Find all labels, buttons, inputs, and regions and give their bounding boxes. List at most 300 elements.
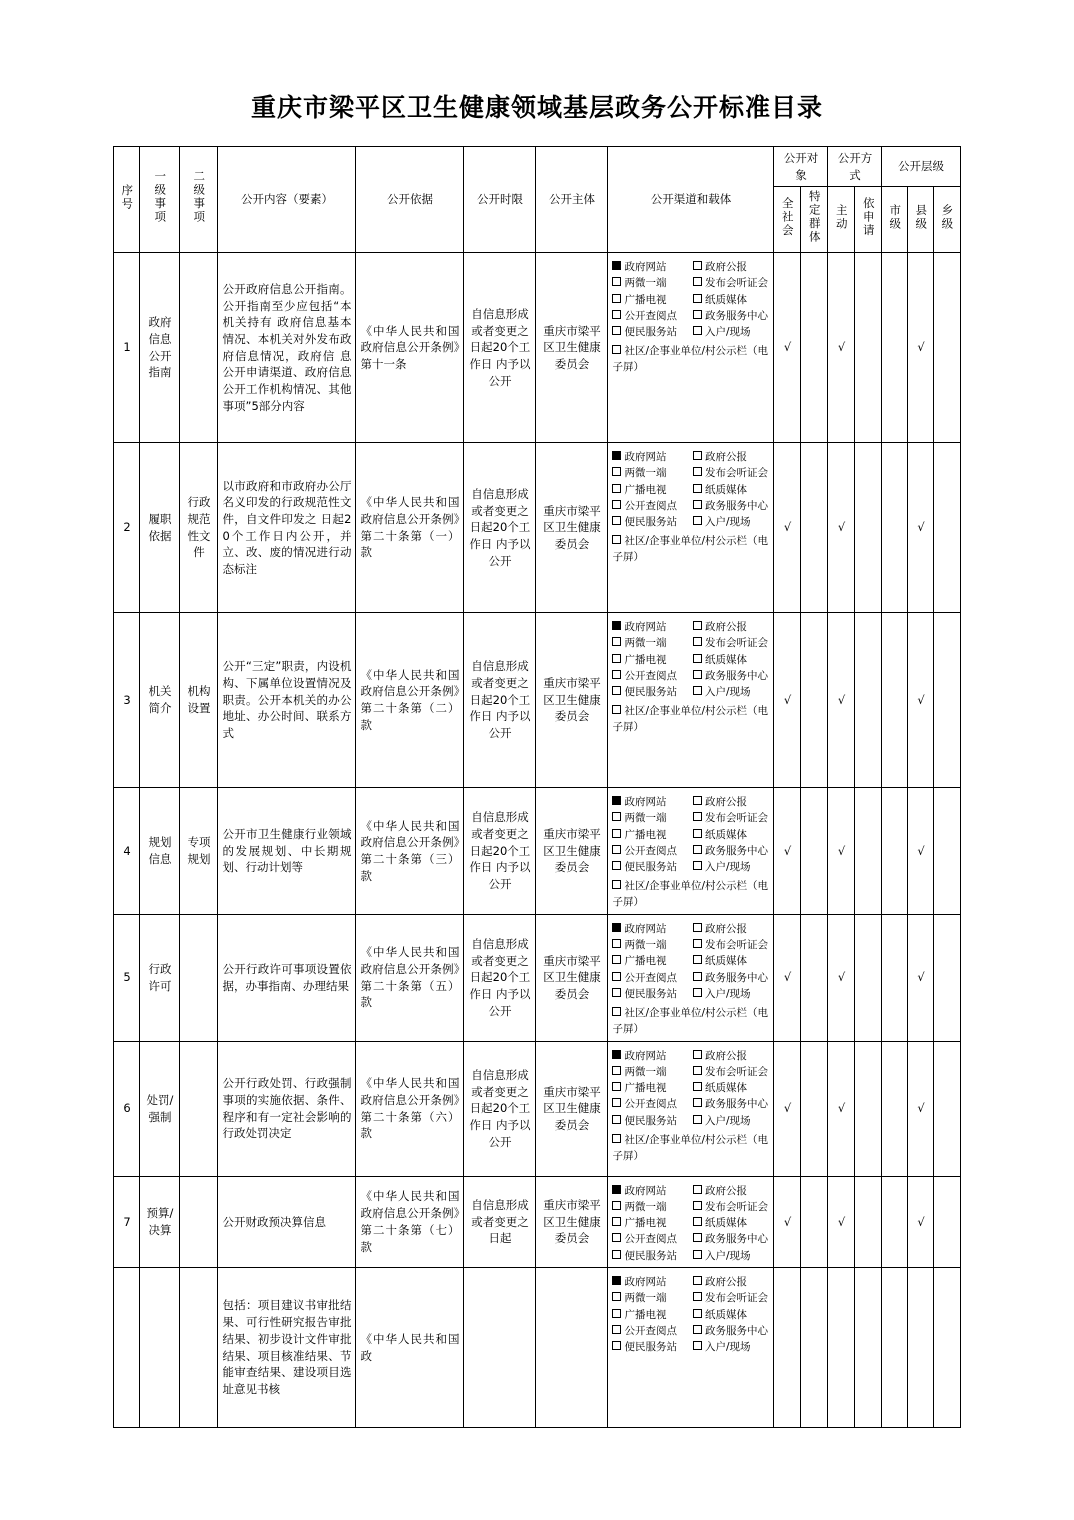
checkbox-icon[interactable] bbox=[612, 1217, 621, 1226]
checkbox-icon[interactable] bbox=[612, 1309, 621, 1318]
checkbox-icon[interactable] bbox=[612, 972, 621, 981]
checkbox-icon[interactable] bbox=[612, 923, 621, 932]
row-deadline bbox=[464, 1041, 536, 1176]
checkbox-icon[interactable] bbox=[693, 1115, 702, 1124]
row-channel bbox=[608, 253, 774, 443]
channel-option-入户/现场[interactable] bbox=[693, 684, 770, 700]
row-basis bbox=[356, 443, 464, 613]
channel-option-发布会听证会[interactable] bbox=[693, 275, 770, 291]
channel-option-广播电视[interactable] bbox=[612, 1215, 689, 1231]
checkbox-icon[interactable] bbox=[612, 845, 621, 854]
checkbox-icon[interactable] bbox=[612, 812, 621, 821]
checkbox-icon[interactable] bbox=[612, 621, 621, 630]
checkbox-icon[interactable] bbox=[693, 451, 702, 460]
channel-option-两微一端[interactable] bbox=[612, 810, 689, 826]
channel-option-两微一端[interactable] bbox=[612, 1199, 689, 1215]
channel-option-公开查阅点[interactable] bbox=[612, 308, 689, 324]
row-seq-text: 6 bbox=[123, 1101, 131, 1116]
row-level1 bbox=[140, 1041, 180, 1176]
row-seq bbox=[114, 443, 140, 613]
checkbox-icon[interactable] bbox=[693, 637, 702, 646]
checkbox-icon[interactable] bbox=[693, 1233, 702, 1242]
row-method-apply bbox=[855, 613, 882, 788]
channel-option-入户/现场[interactable] bbox=[693, 514, 770, 530]
checkbox-icon[interactable] bbox=[693, 654, 702, 663]
checkbox-icon[interactable] bbox=[693, 1341, 702, 1350]
channel-option-label: 便民服务站 bbox=[624, 987, 677, 1000]
channel-option-便民服务站[interactable] bbox=[612, 324, 689, 340]
checkbox-icon[interactable] bbox=[612, 1185, 621, 1194]
channel-option-政府网站[interactable] bbox=[612, 619, 689, 635]
channel-option-公开查阅点[interactable] bbox=[612, 970, 689, 986]
checkbox-icon[interactable] bbox=[693, 796, 702, 805]
channel-option-纸质媒体[interactable] bbox=[693, 292, 770, 308]
row-level-county bbox=[908, 1268, 934, 1428]
row-channel bbox=[608, 443, 774, 613]
channel-option-label: 发布会听证会 bbox=[704, 1292, 768, 1305]
checkbox-icon[interactable] bbox=[612, 345, 621, 354]
checkbox-icon[interactable] bbox=[612, 637, 621, 646]
channel-option-label: 政务服务中心 bbox=[704, 309, 768, 322]
channel-option-便民服务站[interactable] bbox=[612, 1248, 689, 1264]
channel-option-label: 政府网站 bbox=[624, 1049, 667, 1062]
channel-option-广播电视[interactable] bbox=[612, 827, 689, 843]
checkbox-icon[interactable] bbox=[612, 939, 621, 948]
checkbox-icon[interactable] bbox=[612, 1233, 621, 1242]
channel-option-便民服务站[interactable] bbox=[612, 684, 689, 700]
checkbox-icon[interactable] bbox=[693, 686, 702, 695]
row-level-city bbox=[882, 788, 908, 915]
channel-option-label: 公开查阅点 bbox=[624, 1098, 677, 1111]
row-level1-text: 预算/决算 bbox=[146, 1206, 174, 1237]
row-level-county bbox=[908, 1176, 934, 1267]
header-level2: 二级事项 bbox=[180, 147, 218, 253]
channel-option-政务服务中心[interactable] bbox=[693, 1231, 770, 1247]
checkbox-icon[interactable] bbox=[612, 451, 621, 460]
channel-option-community[interactable] bbox=[612, 344, 769, 376]
channel-option-label: 广播电视 bbox=[624, 293, 667, 306]
channel-option-label: 政府公报 bbox=[704, 1184, 747, 1197]
row-level-city bbox=[882, 914, 908, 1041]
row-deadline bbox=[464, 914, 536, 1041]
channel-option-便民服务站[interactable] bbox=[612, 514, 689, 530]
checkbox-icon[interactable] bbox=[693, 1217, 702, 1226]
channel-option-community[interactable] bbox=[612, 704, 769, 736]
row-basis bbox=[356, 788, 464, 915]
row-basis-text: 《中华人民共和国政府信息公开条例》第二十条第（五）款 bbox=[360, 945, 460, 1010]
checkbox-icon[interactable] bbox=[693, 923, 702, 932]
checkbox-icon[interactable] bbox=[612, 1250, 621, 1259]
channel-option-广播电视[interactable] bbox=[612, 292, 689, 308]
checkbox-icon[interactable] bbox=[693, 1292, 702, 1301]
row-basis bbox=[356, 914, 464, 1041]
channel-option-两微一端[interactable] bbox=[612, 1064, 689, 1080]
checkbox-icon[interactable] bbox=[612, 1115, 621, 1124]
channel-option-community[interactable] bbox=[612, 879, 769, 911]
checkbox-icon[interactable] bbox=[693, 1250, 702, 1259]
row-object-special bbox=[801, 914, 828, 1041]
channel-option-政务服务中心[interactable] bbox=[693, 1096, 770, 1112]
row-subject-text: 重庆市梁平区卫生健康委员会 bbox=[543, 676, 601, 724]
checkbox-icon[interactable] bbox=[612, 654, 621, 663]
channel-option-label: 便民服务站 bbox=[624, 1114, 677, 1127]
checkbox-icon[interactable] bbox=[612, 294, 621, 303]
row-object-all bbox=[774, 443, 801, 613]
channel-option-政府网站[interactable] bbox=[612, 259, 689, 275]
channel-option-入户/现场[interactable] bbox=[693, 1248, 770, 1264]
channel-option-label: 政府公报 bbox=[704, 922, 747, 935]
checkbox-icon[interactable] bbox=[693, 670, 702, 679]
channel-option-label: 政府网站 bbox=[624, 451, 667, 464]
channel-option-公开查阅点[interactable] bbox=[612, 1231, 689, 1247]
checkbox-icon[interactable] bbox=[612, 955, 621, 964]
channel-option-入户/现场[interactable] bbox=[693, 1339, 770, 1355]
row-seq bbox=[114, 253, 140, 443]
channel-option-政务服务中心[interactable] bbox=[693, 843, 770, 859]
row-object-all-text: √ bbox=[783, 1214, 792, 1229]
channel-option-政府网站[interactable] bbox=[612, 794, 689, 810]
row-level1-text: 行政许可 bbox=[148, 962, 172, 993]
channel-option-便民服务站[interactable] bbox=[612, 1113, 689, 1129]
channel-option-政务服务中心[interactable] bbox=[693, 668, 770, 684]
row-method-apply bbox=[855, 253, 882, 443]
checkbox-icon[interactable] bbox=[693, 484, 702, 493]
checkbox-icon[interactable] bbox=[693, 988, 702, 997]
channel-option-label: 公开查阅点 bbox=[624, 499, 677, 512]
checkbox-icon[interactable] bbox=[612, 1134, 621, 1143]
row-subject-text: 重庆市梁平区卫生健康委员会 bbox=[543, 1197, 601, 1246]
header-level-town: 乡级 bbox=[934, 187, 960, 253]
channel-option-label: 政府网站 bbox=[624, 922, 667, 935]
channel-option-便民服务站[interactable] bbox=[612, 1339, 689, 1355]
row-content bbox=[218, 443, 356, 613]
row-method-active bbox=[828, 914, 855, 1041]
row-level2-text: 行政规范性文件 bbox=[187, 495, 211, 560]
channel-option-label: 发布会听证会 bbox=[704, 277, 768, 290]
row-basis bbox=[356, 1176, 464, 1267]
channel-option-label: 入户/现场 bbox=[704, 516, 751, 529]
row-subject bbox=[536, 613, 608, 788]
channel-option-入户/现场[interactable] bbox=[693, 986, 770, 1002]
channel-option-广播电视[interactable] bbox=[612, 1307, 689, 1323]
checkbox-icon[interactable] bbox=[693, 955, 702, 964]
channel-option-政府公报[interactable] bbox=[693, 449, 770, 465]
channel-option-纸质媒体[interactable] bbox=[693, 1307, 770, 1323]
channel-option-label: 政府公报 bbox=[704, 1276, 747, 1288]
channel-option-公开查阅点[interactable] bbox=[612, 843, 689, 859]
channel-option-政府网站[interactable] bbox=[612, 1048, 689, 1064]
row-level2 bbox=[180, 1176, 218, 1267]
checkbox-icon[interactable] bbox=[612, 880, 621, 889]
channel-option-发布会听证会[interactable] bbox=[693, 635, 770, 651]
checkbox-icon[interactable] bbox=[612, 861, 621, 870]
row-content-text: 公开市卫生健康行业领域的发展规划、中长期规划、行动计划等 bbox=[222, 826, 352, 875]
channel-option-两微一端[interactable] bbox=[612, 937, 689, 953]
channel-option-纸质媒体[interactable] bbox=[693, 1215, 770, 1231]
row-subject-text: 重庆市梁平区卫生健康委员会 bbox=[543, 323, 601, 371]
channel-option-label: 社区/企事业单位/村公示栏（电子屏） bbox=[612, 880, 769, 909]
channel-option-入户/现场[interactable] bbox=[693, 859, 770, 875]
row-seq bbox=[114, 1176, 140, 1267]
checkbox-icon[interactable] bbox=[612, 1201, 621, 1210]
checkbox-icon[interactable] bbox=[612, 310, 621, 319]
channel-option-政府公报[interactable] bbox=[693, 1183, 770, 1199]
channel-option-广播电视[interactable] bbox=[612, 482, 689, 498]
channel-option-纸质媒体[interactable] bbox=[693, 953, 770, 969]
channel-option-政府网站[interactable] bbox=[612, 449, 689, 465]
row-content-text: 以市政府和市政府办公厅名义印发的行政规范性文件，自文件印发之 日起20个工作日内公开，并立、改、废的情况进行动态标注 bbox=[222, 478, 352, 576]
checkbox-icon[interactable] bbox=[612, 1325, 621, 1334]
row-level-county bbox=[908, 613, 934, 788]
channel-option-广播电视[interactable] bbox=[612, 953, 689, 969]
checkbox-icon[interactable] bbox=[693, 500, 702, 509]
row-content bbox=[218, 1176, 356, 1267]
channel-option-community[interactable] bbox=[612, 534, 769, 566]
checkbox-icon[interactable] bbox=[612, 1007, 621, 1016]
row-method-active-text: √ bbox=[837, 970, 846, 985]
channel-option-政府网站[interactable] bbox=[612, 1274, 689, 1290]
channel-option-政府公报[interactable] bbox=[693, 1048, 770, 1064]
row-content bbox=[218, 1041, 356, 1176]
channel-option-label: 广播电视 bbox=[624, 955, 667, 968]
channel-option-公开查阅点[interactable] bbox=[612, 498, 689, 514]
checkbox-icon[interactable] bbox=[693, 1082, 702, 1091]
table-row bbox=[114, 1041, 960, 1176]
checkbox-icon[interactable] bbox=[612, 1292, 621, 1301]
checkbox-icon[interactable] bbox=[693, 277, 702, 286]
checkbox-icon[interactable] bbox=[693, 467, 702, 476]
channel-option-label: 发布会听证会 bbox=[704, 467, 768, 480]
row-content-text: 公开财政预决算信息 bbox=[222, 1214, 326, 1229]
checkbox-icon[interactable] bbox=[693, 1185, 702, 1194]
checkbox-icon[interactable] bbox=[612, 467, 621, 476]
row-subject-text: 重庆市梁平区卫生健康委员会 bbox=[543, 953, 601, 1002]
checkbox-icon[interactable] bbox=[612, 686, 621, 695]
channel-option-公开查阅点[interactable] bbox=[612, 1096, 689, 1112]
table-row bbox=[114, 443, 960, 613]
row-level-county-text: √ bbox=[917, 1101, 925, 1116]
row-deadline-text: 自信息形成或者变更之日起20个工作日 内予以公开 bbox=[469, 810, 531, 891]
channel-option-入户/现场[interactable] bbox=[693, 1113, 770, 1129]
channel-option-政务服务中心[interactable] bbox=[693, 308, 770, 324]
channel-option-label: 两微一端 bbox=[624, 467, 667, 480]
channel-option-政府公报[interactable] bbox=[693, 794, 770, 810]
channel-option-发布会听证会[interactable] bbox=[693, 1199, 770, 1215]
row-content bbox=[218, 788, 356, 915]
channel-option-label: 纸质媒体 bbox=[704, 1308, 747, 1321]
channel-option-两微一端[interactable] bbox=[612, 635, 689, 651]
channel-option-label: 纸质媒体 bbox=[704, 1217, 747, 1230]
checkbox-icon[interactable] bbox=[693, 1098, 702, 1107]
channel-option-label: 纸质媒体 bbox=[704, 483, 747, 496]
channel-option-纸质媒体[interactable] bbox=[693, 652, 770, 668]
checkbox-icon[interactable] bbox=[612, 829, 621, 838]
row-level-town bbox=[934, 443, 960, 613]
channel-option-广播电视[interactable] bbox=[612, 652, 689, 668]
row-method-active bbox=[828, 253, 855, 443]
channel-option-纸质媒体[interactable] bbox=[693, 1080, 770, 1096]
checkbox-icon[interactable] bbox=[693, 310, 702, 319]
checkbox-icon[interactable] bbox=[612, 326, 621, 335]
channel-option-政府公报[interactable] bbox=[693, 619, 770, 635]
channel-option-label: 纸质媒体 bbox=[704, 293, 747, 306]
checkbox-icon[interactable] bbox=[693, 1201, 702, 1210]
channel-option-label: 政务服务中心 bbox=[704, 844, 768, 857]
channel-option-便民服务站[interactable] bbox=[612, 986, 689, 1002]
checkbox-icon[interactable] bbox=[693, 1325, 702, 1334]
channel-option-公开查阅点[interactable] bbox=[612, 1323, 689, 1339]
checkbox-icon[interactable] bbox=[693, 845, 702, 854]
channel-option-纸质媒体[interactable] bbox=[693, 827, 770, 843]
channel-option-政府公报[interactable] bbox=[693, 921, 770, 937]
channel-option-政府网站[interactable] bbox=[612, 1183, 689, 1199]
checkbox-icon[interactable] bbox=[693, 1276, 702, 1285]
row-level2 bbox=[180, 253, 218, 443]
checkbox-icon[interactable] bbox=[693, 1309, 702, 1318]
checkbox-icon[interactable] bbox=[693, 812, 702, 821]
channel-option-广播电视[interactable] bbox=[612, 1080, 689, 1096]
checkbox-icon[interactable] bbox=[612, 988, 621, 997]
checkbox-icon[interactable] bbox=[612, 705, 621, 714]
channel-option-label: 政府网站 bbox=[624, 1276, 667, 1288]
checkbox-icon[interactable] bbox=[693, 294, 702, 303]
row-level-county bbox=[908, 914, 934, 1041]
row-level-city bbox=[882, 1041, 908, 1176]
row-method-active-text: √ bbox=[837, 1101, 846, 1116]
channel-option-政务服务中心[interactable] bbox=[693, 1323, 770, 1339]
channel-option-label: 社区/企事业单位/村公示栏（电子屏） bbox=[612, 1134, 769, 1162]
table-row bbox=[114, 253, 960, 443]
channel-option-label: 公开查阅点 bbox=[624, 669, 677, 682]
row-object-all-text: √ bbox=[783, 520, 792, 535]
checkbox-icon[interactable] bbox=[693, 861, 702, 870]
checkbox-icon[interactable] bbox=[612, 516, 621, 525]
row-level1 bbox=[140, 253, 180, 443]
checkbox-icon[interactable] bbox=[693, 516, 702, 525]
row-object-special bbox=[801, 788, 828, 915]
row-object-all bbox=[774, 914, 801, 1041]
row-deadline bbox=[464, 253, 536, 443]
row-level2 bbox=[180, 613, 218, 788]
channel-option-公开查阅点[interactable] bbox=[612, 668, 689, 684]
channel-option-两微一端[interactable] bbox=[612, 465, 689, 481]
channel-option-政务服务中心[interactable] bbox=[693, 498, 770, 514]
checkbox-icon[interactable] bbox=[612, 1341, 621, 1350]
channel-option-政务服务中心[interactable] bbox=[693, 970, 770, 986]
row-seq-text: 7 bbox=[123, 1214, 131, 1229]
checkbox-icon[interactable] bbox=[693, 829, 702, 838]
table-row bbox=[114, 914, 960, 1041]
channel-option-发布会听证会[interactable] bbox=[693, 937, 770, 953]
channel-option-政府公报[interactable] bbox=[693, 1274, 770, 1290]
checkbox-icon[interactable] bbox=[693, 1050, 702, 1059]
channel-option-两微一端[interactable] bbox=[612, 275, 689, 291]
row-basis-text: 《中华人民共和国政府信息公开条例》第十一条 bbox=[360, 323, 460, 371]
row-level-town bbox=[934, 253, 960, 443]
row-seq bbox=[114, 613, 140, 788]
channel-option-入户/现场[interactable] bbox=[693, 324, 770, 340]
row-deadline-text: 自信息形成或者变更之日起20个工作日 内予以公开 bbox=[469, 306, 531, 388]
table-row bbox=[114, 788, 960, 915]
channel-option-便民服务站[interactable] bbox=[612, 859, 689, 875]
row-object-all-text: √ bbox=[783, 692, 792, 707]
row-basis-text: 《中华人民共和国政府信息公开条例》第二十条第（三）款 bbox=[360, 818, 460, 883]
row-object-all bbox=[774, 1176, 801, 1267]
checkbox-icon[interactable] bbox=[612, 484, 621, 493]
channel-option-label: 广播电视 bbox=[624, 653, 667, 666]
header-seq: 序号 bbox=[114, 147, 140, 253]
row-basis bbox=[356, 613, 464, 788]
checkbox-icon[interactable] bbox=[693, 972, 702, 981]
channel-option-发布会听证会[interactable] bbox=[693, 1290, 770, 1306]
checkbox-icon[interactable] bbox=[693, 939, 702, 948]
row-subject-text: 重庆市梁平区卫生健康委员会 bbox=[543, 826, 601, 875]
checkbox-icon[interactable] bbox=[612, 500, 621, 509]
checkbox-icon[interactable] bbox=[612, 1098, 621, 1107]
channel-option-label: 纸质媒体 bbox=[704, 1082, 747, 1095]
checkbox-icon[interactable] bbox=[612, 1276, 621, 1285]
checkbox-icon[interactable] bbox=[612, 535, 621, 544]
channel-option-label: 便民服务站 bbox=[624, 861, 677, 874]
channel-option-label: 入户/现场 bbox=[704, 987, 751, 1000]
checkbox-icon[interactable] bbox=[612, 1066, 621, 1075]
channel-option-label: 发布会听证会 bbox=[704, 812, 768, 825]
row-method-active-text: √ bbox=[837, 843, 846, 858]
checkbox-icon[interactable] bbox=[612, 1082, 621, 1091]
row-object-special bbox=[801, 613, 828, 788]
checkbox-icon[interactable] bbox=[612, 670, 621, 679]
checkbox-icon[interactable] bbox=[693, 326, 702, 335]
row-content bbox=[218, 1268, 356, 1428]
checkbox-icon[interactable] bbox=[612, 261, 621, 270]
header-method-active: 主动 bbox=[828, 187, 855, 253]
channel-option-label: 两微一端 bbox=[624, 812, 667, 825]
channel-option-政府公报[interactable] bbox=[693, 259, 770, 275]
channel-option-发布会听证会[interactable] bbox=[693, 810, 770, 826]
checkbox-icon[interactable] bbox=[693, 621, 702, 630]
channel-option-两微一端[interactable] bbox=[612, 1290, 689, 1306]
checkbox-icon[interactable] bbox=[612, 796, 621, 805]
channel-option-label: 入户/现场 bbox=[704, 686, 751, 699]
row-deadline-text: 自信息形成或者变更之日起 bbox=[471, 1197, 529, 1246]
row-deadline bbox=[464, 1268, 536, 1428]
row-method-apply bbox=[855, 914, 882, 1041]
channel-option-发布会听证会[interactable] bbox=[693, 465, 770, 481]
channel-option-label: 纸质媒体 bbox=[704, 828, 747, 841]
checkbox-icon[interactable] bbox=[693, 1066, 702, 1075]
row-object-special bbox=[801, 1268, 828, 1428]
checkbox-icon[interactable] bbox=[612, 1050, 621, 1059]
channel-option-community[interactable] bbox=[612, 1133, 769, 1165]
row-subject bbox=[536, 788, 608, 915]
channel-option-政府网站[interactable] bbox=[612, 921, 689, 937]
row-content-text: 公开行政许可事项设置依据，办事指南、办理结果 bbox=[222, 962, 352, 993]
channel-option-发布会听证会[interactable] bbox=[693, 1064, 770, 1080]
row-deadline bbox=[464, 1176, 536, 1267]
row-basis-text: 《中华人民共和国政府信息公开条例》第二十条第（一）款 bbox=[360, 495, 460, 560]
header-deadline: 公开时限 bbox=[464, 147, 536, 253]
row-object-all bbox=[774, 1041, 801, 1176]
checkbox-icon[interactable] bbox=[693, 261, 702, 270]
checkbox-icon[interactable] bbox=[612, 277, 621, 286]
row-deadline-text: 自信息形成或者变更之日起20个工作日 内予以公开 bbox=[469, 937, 531, 1018]
row-object-all bbox=[774, 613, 801, 788]
channel-option-community[interactable] bbox=[612, 1006, 769, 1038]
channel-option-label: 政务服务中心 bbox=[704, 669, 768, 682]
channel-option-label: 两微一端 bbox=[624, 637, 667, 650]
channel-option-label: 政务服务中心 bbox=[704, 971, 768, 984]
channel-option-纸质媒体[interactable] bbox=[693, 482, 770, 498]
